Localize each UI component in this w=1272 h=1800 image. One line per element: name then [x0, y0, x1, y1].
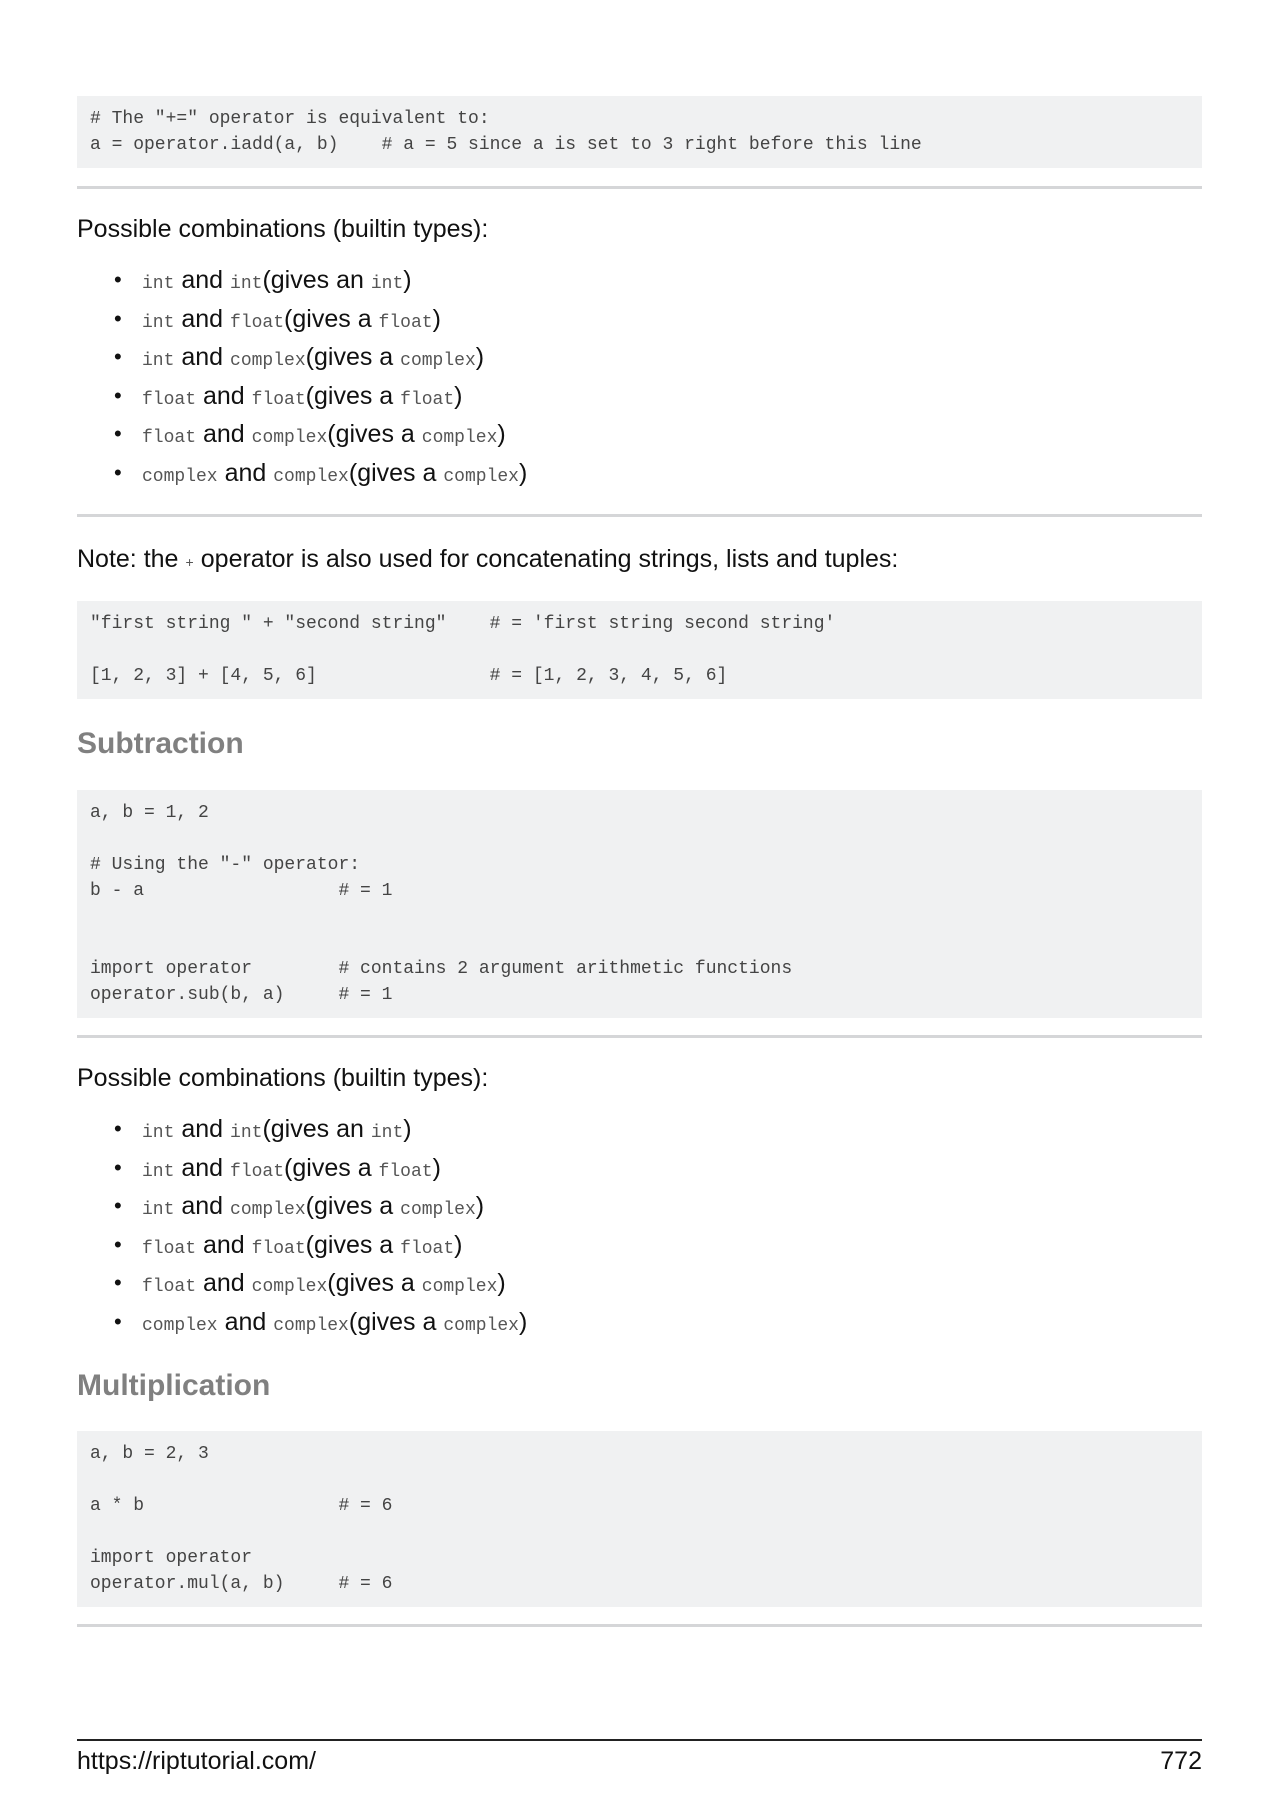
and-word: and	[202, 1269, 245, 1297]
type-result: complex	[443, 466, 519, 487]
type-operand-2: float	[230, 312, 285, 333]
divider	[77, 1035, 1202, 1038]
and-word: and	[202, 381, 245, 410]
type-result: complex	[421, 428, 498, 448]
article-word: a	[357, 304, 372, 333]
note-text-end: operator is also used for concatenating strings, lists and tuples:	[193, 545, 899, 573]
section-heading-multiplication: Multiplication	[77, 1369, 271, 1402]
close-paren: )	[497, 1269, 506, 1297]
gives-word: (gives	[327, 420, 401, 448]
type-operand-1: complex	[142, 466, 218, 487]
gives-word: (gives	[348, 1307, 423, 1336]
type-operand-1: float	[142, 389, 197, 410]
page-content	[77, 96, 1202, 1627]
type-result: complex	[421, 1277, 498, 1297]
code-block-concat: "first string " + "second string" # = 'first string second string' [1, 2, 3] + [4, 5, 6] # = [1, 2, 3, 4, 5, 6]	[77, 601, 1202, 699]
combination-item	[114, 1151, 1202, 1190]
type-operand-2: complex	[230, 351, 306, 371]
close-paren: )	[432, 1153, 441, 1182]
type-operand-1: int	[142, 1123, 175, 1143]
and-word: and	[202, 420, 245, 448]
type-result: int	[370, 1123, 404, 1143]
type-operand-1: complex	[142, 1315, 218, 1336]
type-result: float	[400, 1238, 455, 1259]
combination-item	[114, 1112, 1202, 1151]
combination-item	[114, 263, 1202, 302]
and-word: and	[202, 1230, 245, 1259]
type-result: complex	[400, 1200, 476, 1220]
and-word: and	[181, 1115, 224, 1143]
combinations-heading: Possible combinations (builtin types):	[77, 215, 489, 243]
type-operand-1: int	[142, 351, 175, 371]
type-operand-2: float	[251, 1238, 306, 1259]
gives-word: (gives	[305, 1192, 380, 1220]
type-operand-1: float	[142, 1277, 197, 1297]
page-number: 772	[1160, 1747, 1202, 1775]
type-operand-2: complex	[273, 1315, 349, 1336]
footer-divider	[77, 1739, 1202, 1741]
divider	[77, 186, 1202, 189]
divider	[77, 1624, 1202, 1627]
combination-item	[114, 302, 1202, 341]
type-result: float	[400, 389, 455, 410]
gives-word: (gives	[284, 1153, 358, 1182]
combination-item	[114, 1189, 1202, 1228]
article-word: a	[379, 1192, 394, 1220]
type-operand-2: float	[251, 389, 306, 410]
and-word: and	[181, 266, 224, 294]
article-word: a	[379, 343, 394, 371]
article-word: a	[400, 420, 415, 448]
type-operand-2: complex	[230, 1200, 306, 1220]
type-operand-1: int	[142, 1200, 175, 1220]
note-text-start: Note: the	[77, 545, 186, 573]
combination-item	[114, 340, 1202, 379]
gives-word: (gives	[262, 1115, 337, 1143]
note-paragraph	[77, 543, 1202, 580]
combinations-heading: Possible combinations (builtin types):	[77, 1064, 489, 1092]
and-word: and	[224, 458, 267, 487]
combination-item	[114, 1228, 1202, 1267]
gives-word: (gives	[305, 381, 380, 410]
and-word: and	[181, 1153, 224, 1182]
type-operand-2: complex	[251, 428, 328, 448]
gives-word: (gives	[305, 343, 380, 371]
combinations-list	[77, 263, 1202, 494]
close-paren: )	[475, 343, 485, 371]
article-word: a	[422, 1307, 437, 1336]
combination-item	[114, 1305, 1202, 1344]
article-word: a	[379, 1230, 394, 1259]
type-operand-2: int	[230, 274, 263, 294]
gives-word: (gives	[348, 458, 423, 487]
type-operand-1: int	[142, 274, 175, 294]
footer-url-link[interactable]: https://riptutorial.com/	[77, 1747, 316, 1775]
gives-word: (gives	[305, 1230, 380, 1259]
gives-word: (gives	[284, 304, 358, 333]
close-paren: )	[403, 266, 412, 294]
type-operand-2: complex	[273, 466, 349, 487]
article-word: an	[336, 266, 364, 294]
combination-item	[114, 1266, 1202, 1305]
combination-item	[114, 379, 1202, 418]
type-operand-2: int	[230, 1123, 263, 1143]
type-result: int	[370, 274, 404, 294]
close-paren: )	[497, 420, 506, 448]
close-paren: )	[519, 458, 528, 487]
and-word: and	[181, 343, 224, 371]
section-heading-subtraction: Subtraction	[77, 727, 244, 760]
combination-item	[114, 456, 1202, 495]
close-paren: )	[454, 1230, 463, 1259]
close-paren: )	[454, 381, 463, 410]
type-operand-1: float	[142, 428, 197, 448]
combination-item	[114, 417, 1202, 456]
type-operand-2: complex	[251, 1277, 328, 1297]
type-result: complex	[400, 351, 476, 371]
close-paren: )	[403, 1115, 412, 1143]
type-operand-2: float	[230, 1161, 285, 1182]
type-operand-1: float	[142, 1238, 197, 1259]
article-word: a	[400, 1269, 415, 1297]
article-word: a	[357, 1153, 372, 1182]
article-word: a	[379, 381, 394, 410]
gives-word: (gives	[327, 1269, 401, 1297]
article-word: an	[336, 1115, 364, 1143]
inline-code-plus: +	[185, 556, 194, 572]
type-result: complex	[443, 1315, 519, 1336]
code-block-multiplication: a, b = 2, 3 a * b # = 6 import operator operator.mul(a, b) # = 6	[77, 1431, 1202, 1607]
combinations-list	[77, 1112, 1202, 1343]
close-paren: )	[519, 1307, 528, 1336]
code-block-subtraction: a, b = 1, 2 # Using the "-" operator: b - a # = 1 import operator # contains 2 argument arithmetic functions operator.sub(b, a) # = 1	[77, 790, 1202, 1018]
code-block-iadd: # The "+=" operator is equivalent to: a = operator.iadd(a, b) # a = 5 since a is set to 3 right before this line	[77, 96, 1202, 168]
type-operand-1: int	[142, 1161, 175, 1182]
type-operand-1: int	[142, 312, 175, 333]
and-word: and	[181, 304, 224, 333]
and-word: and	[181, 1192, 224, 1220]
type-result: float	[378, 1161, 433, 1182]
close-paren: )	[475, 1192, 485, 1220]
article-word: a	[422, 458, 437, 487]
gives-word: (gives	[262, 266, 337, 294]
type-result: float	[378, 312, 433, 333]
close-paren: )	[432, 304, 441, 333]
divider	[77, 514, 1202, 517]
and-word: and	[224, 1307, 267, 1336]
